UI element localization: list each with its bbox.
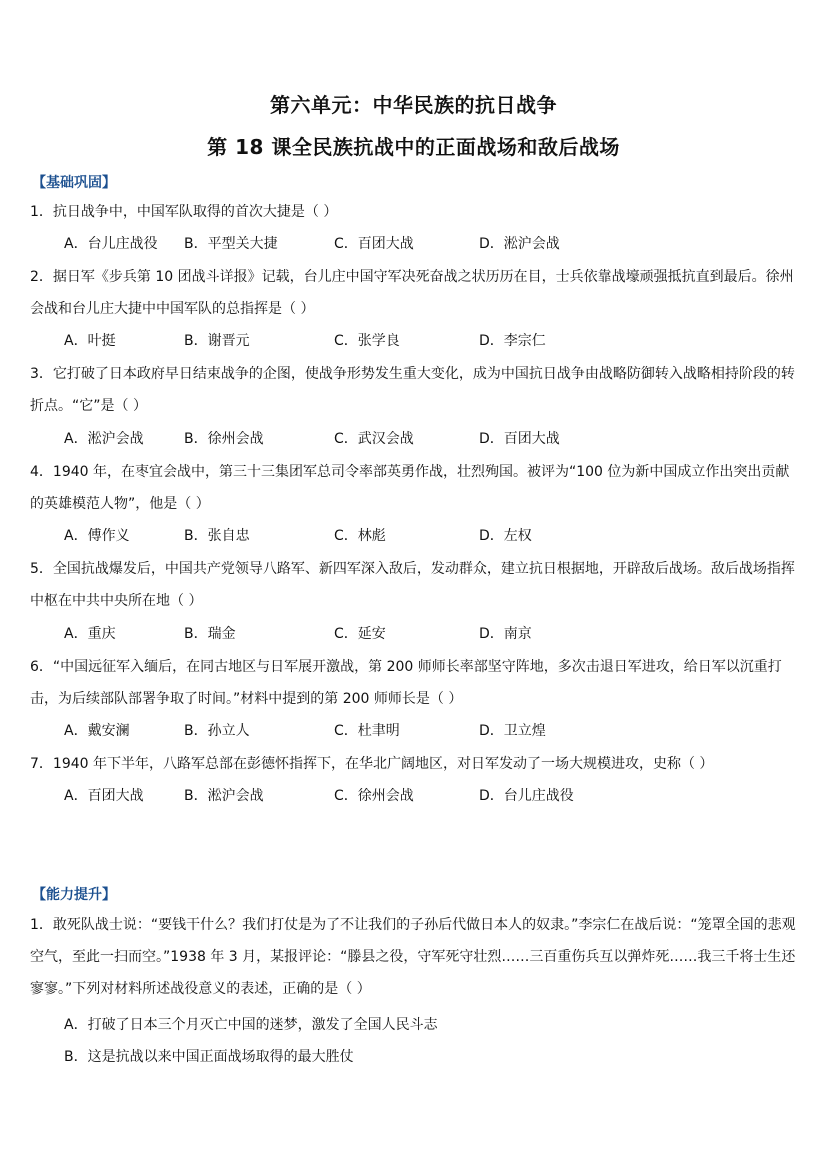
option-c: C．徐州会战 [334,788,414,804]
option-d: D．淞沪会战 [479,236,560,252]
option-d: D．南京 [479,626,532,642]
lesson-title: 第 18 课全民族抗战中的正面战场和敌后战场 [207,135,620,159]
advanced-question-1: 1．敢死队战士说：“要钱干什么？我们打仗是为了不让我们的子孙后代做日本人的奴隶。”李宗仁在战后说：“笼罩全国的悲观空气，至此一扫而空。”1938 年 3 月，某报评论：“滕县之役，守军死守壮烈……三百重伤兵互以弹炸死……我三千将士生还寥寥。”下列对材料所述战役意义的表述，正确的是（ ） [30,917,796,997]
section-basic-heading: 【基础巩固】 [32,175,116,191]
option-d: D．左权 [479,528,532,544]
option-c: C．林彪 [334,528,386,544]
option-a: A．重庆 [64,626,116,642]
section-advanced-heading: 【能力提升】 [32,887,116,903]
option-b: B．平型关大捷 [184,236,278,252]
option-a: A．淞沪会战 [64,431,144,447]
option-a: A．台儿庄战役 [64,236,158,252]
option-c: C．张学良 [334,333,400,349]
option-d: D．百团大战 [479,431,560,447]
unit-title: 第六单元：中华民族的抗日战争 [270,93,557,117]
option-c: C．延安 [334,626,386,642]
option-a: A．百团大战 [64,788,144,804]
question-6: 6．“中国远征军入缅后，在同古地区与日军展开激战，第 200 师师长率部坚守阵地，多次击退日军进攻，给日军以沉重打击，为后续部队部署争取了时间。”材料中提到的第 200 师师长是（ ） [30,659,782,707]
option-b: B．瑞金 [184,626,236,642]
option-b: B．徐州会战 [184,431,264,447]
question-5: 5．全国抗战爆发后，中国共产党领导八路军、新四军深入敌后，发动群众，建立抗日根据地，开辟敌后战场。敌后战场指挥中枢在中共中央所在地（ ） [30,561,795,609]
option-b: B．孙立人 [184,723,250,739]
option-c: C．百团大战 [334,236,414,252]
option-a: A．叶挺 [64,333,116,349]
advanced-option-a: A．打破了日本三个月灭亡中国的迷梦，激发了全国人民斗志 [64,1017,438,1033]
question-4: 4．1940 年，在枣宜会战中，第三十三集团军总司令率部英勇作战，壮烈殉国。被评为“100 位为新中国成立作出突出贡献的英雄模范人物”，他是（ ） [30,464,790,512]
option-b: B．谢晋元 [184,333,250,349]
option-b: B．淞沪会战 [184,788,264,804]
option-d: D．李宗仁 [479,333,546,349]
option-b: B．张自忠 [184,528,250,544]
question-2: 2．据日军《步兵第 10 团战斗详报》记载，台儿庄中国守军决死奋战之状历历在目，士兵依靠战壕顽强抵抗直到最后。徐州会战和台儿庄大捷中中国军队的总指挥是（ ） [30,269,794,317]
option-a: A．戴安澜 [64,723,130,739]
option-c: C．武汉会战 [334,431,414,447]
option-a: A．傅作义 [64,528,130,544]
question-7: 7．1940 年下半年，八路军总部在彭德怀指挥下，在华北广阔地区，对日军发动了一场大规模进攻，史称（ ） [30,756,714,772]
option-c: C．杜聿明 [334,723,400,739]
question-1: 1．抗日战争中，中国军队取得的首次大捷是（ ） [30,204,338,220]
option-d: D．台儿庄战役 [479,788,574,804]
question-3: 3．它打破了日本政府早日结束战争的企图，使战争形势发生重大变化，成为中国抗日战争由战略防御转入战略相持阶段的转折点。“它”是（ ） [30,366,795,414]
option-d: D．卫立煌 [479,723,546,739]
advanced-option-b: B．这是抗战以来中国正面战场取得的最大胜仗 [64,1049,354,1065]
